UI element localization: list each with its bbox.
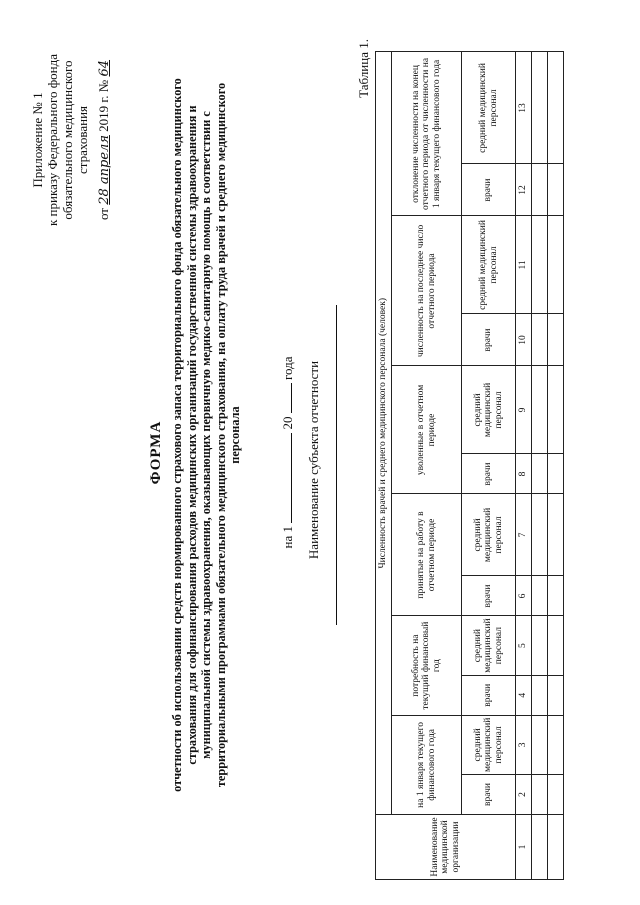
col-number-cell: 10 [516, 314, 532, 366]
col-number-cell: 13 [516, 52, 532, 164]
col-number-cell: 8 [516, 454, 532, 494]
org-header-cell: Наименование медицинской организации [376, 815, 516, 880]
col-number-cell: 9 [516, 366, 532, 454]
table-row [548, 52, 564, 880]
col-number-cell: 1 [516, 815, 532, 880]
column-numbers-row [516, 52, 532, 880]
col-number-cell: 11 [516, 216, 532, 314]
appendix-line-3: обязательного медицинского [60, 60, 75, 220]
col-number-cell: 6 [516, 576, 532, 616]
appendix-line-1: Приложение № 1 [30, 92, 45, 188]
date-blank [291, 433, 292, 523]
col-number-cell: 7 [516, 494, 532, 576]
header-need: потребность на текущий финансовый год [392, 616, 462, 715]
col-number-cell: 2 [516, 775, 532, 815]
table-cell [532, 314, 548, 366]
table-cell [532, 454, 548, 494]
appendix-date-prefix: от [96, 208, 111, 221]
col-nurses: средний медицинский персонал [462, 52, 516, 164]
col-doctors: врачи [462, 775, 516, 815]
reporting-date-line [280, 0, 296, 905]
col-doctors: врачи [462, 164, 516, 216]
report-title: отчетности об использовании средств нормированного страхового запаса территориального фонда обязательного медицинского страхования для софинансирования расходов медицинских организаций государственной системы здравоохранения и муниципальной системы здравоохранения, оказывающих первичную медико-санитарную помощь в соответствии с территориальными программами обязательного медицинского страхования, на оплату труда врачей и среднего медицинского персонала [170, 78, 243, 792]
table-cell [548, 216, 564, 314]
col-number-cell: 3 [516, 715, 532, 774]
group-header-cell: Численность врачей и среднего медицинского персонала (человек) [376, 52, 392, 815]
table-cell [548, 616, 564, 675]
col-nurses: средний медицинский персонал [462, 366, 516, 454]
table-cell [548, 366, 564, 454]
appendix-year: 2019 г. № [96, 79, 111, 132]
year-blank [291, 383, 292, 413]
col-nurses: средний медицинский персонал [462, 616, 516, 675]
col-number-cell: 12 [516, 164, 532, 216]
header-dismissed: уволенные в отчетном периоде [392, 366, 462, 494]
col-nurses: средний медицинский персонал [462, 494, 516, 576]
col-nurses: средний медицинский персонал [462, 216, 516, 314]
col-nurses: средний медицинский персонал [462, 715, 516, 774]
table-cell [548, 164, 564, 216]
table-cell [548, 454, 564, 494]
appendix-block [30, 15, 112, 265]
table-cell [548, 494, 564, 576]
table-cell [548, 576, 564, 616]
table-cell [532, 216, 548, 314]
table-cell [532, 616, 548, 675]
appendix-date-line [96, 15, 112, 265]
table-row [532, 52, 548, 880]
table-cell [548, 715, 564, 774]
appendix-line-2: к приказу Федерального фонда [45, 54, 60, 227]
table-cell [532, 815, 548, 880]
col-doctors: врачи [462, 675, 516, 715]
subject-underline [336, 305, 337, 625]
table-cell [532, 494, 548, 576]
table-cell [548, 775, 564, 815]
table-cell [548, 675, 564, 715]
table-cell [532, 52, 548, 164]
col-number-cell: 4 [516, 675, 532, 715]
table-cell [532, 675, 548, 715]
date-century: 20 [280, 416, 295, 430]
col-doctors: врачи [462, 576, 516, 616]
header-deviation: отклонение численности на конец отчетного периода от численности на 1 января текущего финансового года [392, 52, 462, 216]
handwritten-date: 28 апреля [97, 135, 112, 205]
header-hired: принятые на работу в отчетном периоде [392, 494, 462, 616]
table-cell [532, 366, 548, 454]
col-doctors: врачи [462, 314, 516, 366]
table-cell [548, 52, 564, 164]
form-heading: ФОРМА [148, 420, 164, 485]
date-suffix: года [280, 356, 295, 381]
table-cell [532, 715, 548, 774]
table-cell [532, 775, 548, 815]
subject-label: Наименование субъекта отчетности [306, 360, 321, 560]
header-jan1: на 1 января текущего финансового года [392, 715, 462, 814]
table-cell [532, 164, 548, 216]
report-table [375, 51, 564, 880]
handwritten-order-number: 64 [97, 59, 112, 77]
col-number-cell: 5 [516, 616, 532, 675]
table-cell [548, 815, 564, 880]
col-doctors: врачи [462, 454, 516, 494]
date-prefix: на 1 [280, 526, 295, 549]
header-period-end: численность на последнее число отчетного периода [392, 216, 462, 366]
table-cell [532, 576, 548, 616]
table-cell [548, 314, 564, 366]
appendix-line-4: страхования [75, 106, 90, 175]
table-caption: Таблица 1. [356, 39, 371, 98]
